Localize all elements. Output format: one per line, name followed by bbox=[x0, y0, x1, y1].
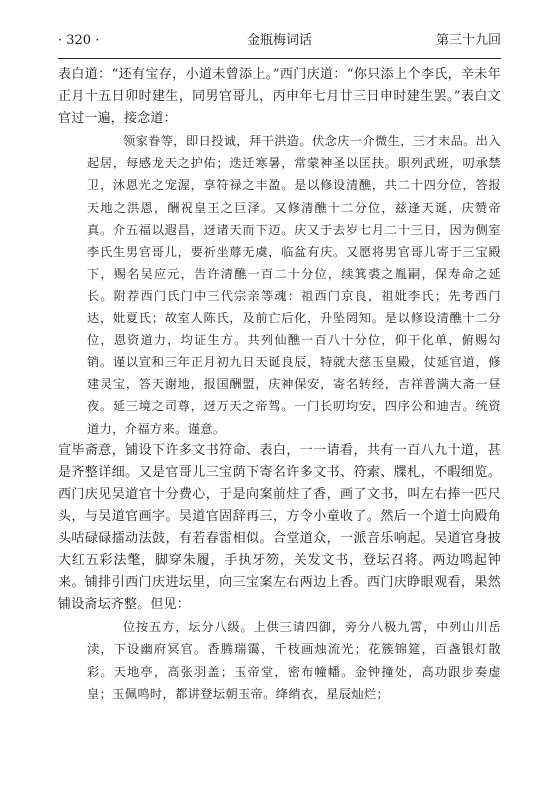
paragraph-altar-description: 位按五方，坛分八级。上供三请四御，旁分八极九霄，中列山川岳渎，下设幽府冥官。香腾瑞霭，千枝画烛流光；花簇锦筵，百盏银灯散彩。天地亭，高张羽盖；玉帝堂，密布幢幡。金钟撞处，高功跟步奏虚皇；玉佩鸣时，都讲登坛朝玉帝。绛绡衣，星辰灿烂； bbox=[87, 620, 501, 701]
page-body bbox=[58, 64, 501, 705]
book-title: 金瓶梅词话 bbox=[246, 33, 312, 48]
page-number: · 320 · bbox=[58, 33, 100, 48]
chapter-label: 第三十九回 bbox=[435, 33, 501, 48]
running-header bbox=[58, 30, 501, 52]
paragraph-prayer-text: 领家眷等，即日投诚，拜干洪造。伏念庆一介微生，三才末品。出入起居，每感龙天之护佑；迭迁寒暑，常蒙神圣以匡扶。职列武班，叨承禁卫，沐恩光之宠渥，享符禄之丰盈。是以修设清醮，共二十四分位，答报天地之洪恩，酬祝皇王之巨泽。又修清醮十二分位，兹逢天诞，庆赞帝真。介五福以遐昌，迓诸天而下迈。庆又于去岁七月二十三日，因为侧室李氏生男官哥儿，要祈坐蓐无虞，临盆有庆。又愿将男官哥儿寄于三宝殿下，赐名吴应元，告许清醮一百二十分位，续箕裘之胤嗣，保寿命之延长。附荐西门氏门中三代宗亲等魂：祖西门京良，祖妣李氏；先考西门达，妣夏氏；故室人陈氏，及前亡后化，升坠罔知。是以修设清醮十二分位，恩资道力，均证生方。共列仙醮一百八十分位，仰干化单，俯赐勾销。谨以宣和三年正月初九日天诞良辰，特就大慈玉皇殿，仗延官道，修建灵宝，答天谢地，报国酬盟，庆神保安，寄名转经，吉祥普满大斋一昼夜。延三境之司尊，迓万天之帝驾。一门长叨均安，四序公和迪吉。统资道力，介福方来。谨意。 bbox=[87, 134, 501, 436]
header-rule bbox=[58, 58, 501, 59]
paragraph-speech: 表白道：“还有宝存，小道未曾添上。”西门庆道：“你只添上个李氏，辛未年正月十五日卯时建生，同男官哥儿，丙申年七月廿三日申时建生罢。”表白文官过一遍，接念道： bbox=[58, 67, 501, 127]
paragraph-narration: 宣毕斋意，铺设下许多文书符命、表白，一一请看，共有一百八九十道，甚是齐整详细。又是官哥儿三宝荫下寄名许多文书、符索、牒札，不暇细览。西门庆见吴道官十分费心，于是向案前炷了香，画了文书，叫左右捧一匹尺头，与吴道官画字。吴道官固辞再三，方令小童收了。然后一个道士向殿角头咕碌碌擂动法鼓，有若春雷相似。合堂道众，一派音乐响起。吴道官身披大红五彩法氅，脚穿朱履，手执牙笏，关发文书，登坛召将。两边鸣起钟来。铺排引西门庆进坛里，向三宝案左右两边上香。西门庆睁眼观看，果然铺设斋坛齐整。但见： bbox=[58, 442, 501, 613]
